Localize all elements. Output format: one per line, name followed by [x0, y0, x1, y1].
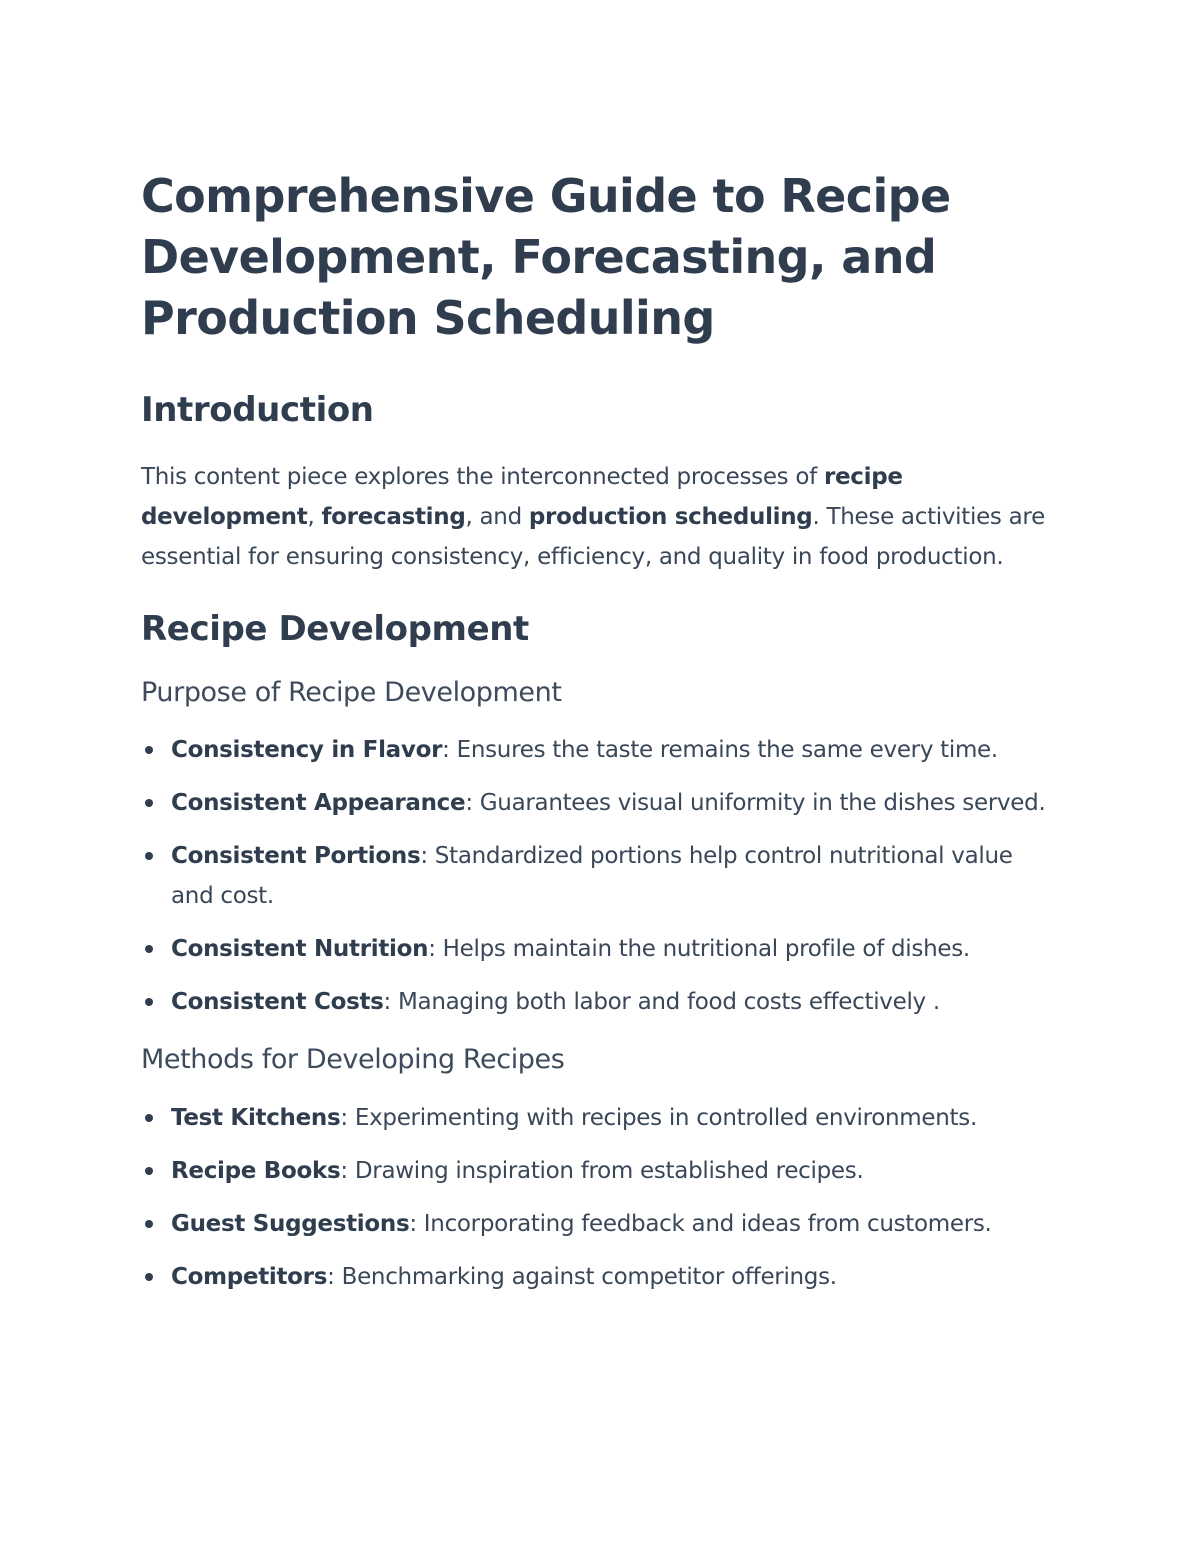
bullet-icon — [145, 1114, 153, 1122]
bullet-icon — [145, 746, 153, 754]
introduction-paragraph — [141, 457, 1061, 577]
list-item-text: : Guarantees visual uniformity in the dishes served. — [465, 790, 1046, 816]
list-item-term: Consistency in Flavor — [171, 737, 443, 763]
list-item-text: : Experimenting with recipes in controlled environments. — [340, 1105, 977, 1131]
intro-text: This content piece explores the interconnected processes of — [141, 464, 824, 490]
list-item — [141, 1204, 1061, 1244]
list-item-term: Consistent Appearance — [171, 790, 466, 816]
intro-text: . These activities are essential for ensuring consistency, efficiency, and quality in food production. — [141, 504, 1045, 570]
bullet-icon — [145, 1167, 153, 1175]
list-item-term: Recipe Books — [171, 1158, 341, 1184]
purpose-subheading: Purpose of Recipe Development — [141, 677, 562, 708]
list-item — [141, 783, 1061, 823]
list-item — [141, 1098, 1061, 1138]
list-item-text: : Benchmarking against competitor offerings. — [327, 1264, 837, 1290]
document-title: Comprehensive Guide to Recipe Development, Forecasting, and Production Scheduling — [141, 169, 951, 345]
intro-emphasis-forecasting: forecasting — [321, 504, 466, 530]
bullet-icon — [145, 799, 153, 807]
intro-emphasis-production-scheduling: production scheduling — [528, 504, 813, 530]
list-item — [141, 1257, 1061, 1297]
list-item — [141, 1151, 1061, 1191]
list-item — [141, 929, 1061, 969]
list-item-text: : Standardized portions help control nutritional value and cost. — [171, 843, 1013, 909]
introduction-heading: Introduction — [141, 390, 374, 430]
list-item-term: Test Kitchens — [171, 1105, 341, 1131]
list-item — [141, 982, 1061, 1022]
list-item-term: Consistent Portions — [171, 843, 421, 869]
bullet-icon — [145, 945, 153, 953]
purpose-list — [141, 730, 1061, 1022]
bullet-icon — [145, 998, 153, 1006]
bullet-icon — [145, 1220, 153, 1228]
list-item-term: Consistent Nutrition — [171, 936, 429, 962]
intro-emphasis-recipe-development: recipe development — [141, 464, 903, 530]
methods-subheading: Methods for Developing Recipes — [141, 1044, 565, 1075]
methods-list — [141, 1098, 1061, 1297]
list-item-text: : Drawing inspiration from established recipes. — [340, 1158, 864, 1184]
list-item-term: Consistent Costs — [171, 989, 384, 1015]
bullet-icon — [145, 1273, 153, 1281]
document-content — [141, 166, 1061, 1297]
list-item-text: : Ensures the taste remains the same every time. — [442, 737, 998, 763]
list-item-text: : Managing both labor and food costs effectively . — [383, 989, 940, 1015]
list-item-text: : Helps maintain the nutritional profile of dishes. — [428, 936, 970, 962]
recipe-development-heading: Recipe Development — [141, 609, 529, 649]
list-item-term: Guest Suggestions — [171, 1211, 410, 1237]
intro-text: , and — [465, 504, 529, 530]
list-item — [141, 836, 1061, 916]
list-item-text: : Incorporating feedback and ideas from customers. — [409, 1211, 992, 1237]
intro-text: , — [307, 504, 322, 530]
list-item-term: Competitors — [171, 1264, 328, 1290]
list-item — [141, 730, 1061, 770]
bullet-icon — [145, 852, 153, 860]
